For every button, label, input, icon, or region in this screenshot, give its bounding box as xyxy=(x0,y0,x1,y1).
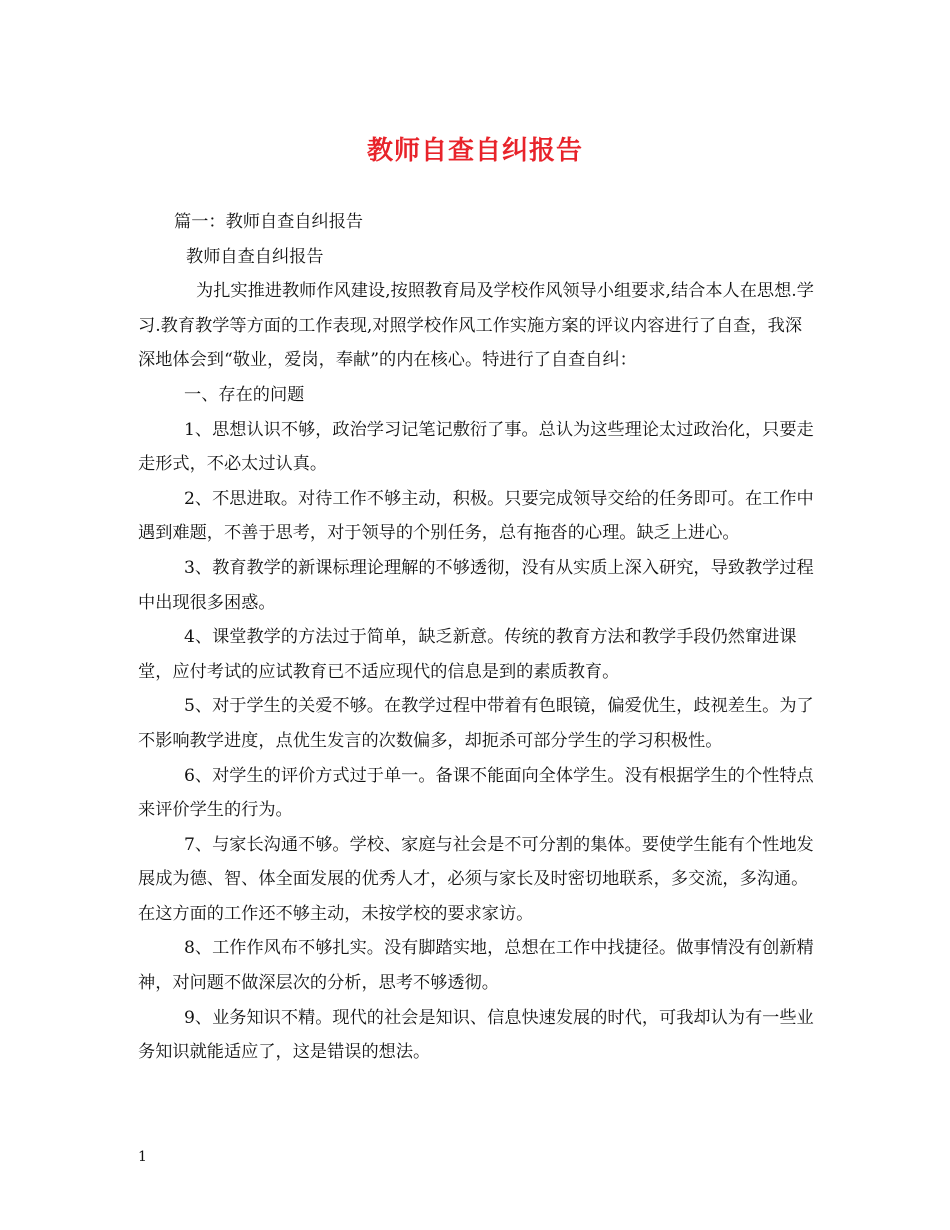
list-item: 4、课堂教学的方法过于简单，缺乏新意。传统的教育方法和教学手段仍然窜进课堂，应付考试的应试教育已不适应现代的信息是到的素质教育。 xyxy=(138,627,797,682)
list-item: 7、与家长沟通不够。学校、家庭与社会是不可分割的集体。要使学生能有个性地发展成为德、智、体全面发展的优秀人才，必须与家长及时密切地联系，多交流，多沟通。在这方面的工作还不够主动，未按学校的要求家访。 xyxy=(138,834,814,924)
list-item: 1、思想认识不够，政治学习记笔记敷衍了事。总认为这些理论太过政治化，只要走走形式，不必太过认真。 xyxy=(138,419,814,475)
document-title: 教师自查自纠报告 xyxy=(366,136,583,166)
list-item: 6、对学生的评价方式过于单一。备课不能面向全体学生。没有根据学生的个性特点来评价学生的行为。 xyxy=(138,765,814,821)
document-body xyxy=(138,205,818,1070)
page-number: 1 xyxy=(138,1149,147,1165)
section-heading: 篇一：教师自查自纠报告 xyxy=(174,212,364,232)
list-item: 5、对于学生的关爱不够。在教学过程中带着有色眼镜，偏爱优生，歧视差生。为了不影响教学进度，点优生发言的次数偏多，却扼杀可部分学生的学习积极性。 xyxy=(138,696,814,751)
part-heading: 一、存在的问题 xyxy=(184,384,305,405)
list-item: 2、不思进取。对待工作不够主动，积极。只要完成领导交给的任务即可。在工作中遇到难题，不善于思考，对于领导的个别任务，总有拖沓的心理。缺乏上进心。 xyxy=(138,488,814,544)
intro-paragraph: 为扎实推进教师作风建设,按照教育局及学校作风领导小组要求,结合本人在思想.学习.教育教学等方面的工作表现,对照学校作风工作实施方案的评议内容进行了自查，我深深地体会到“敬业，爱岗，奉献”的内在核心。特进行了自查自纠： xyxy=(138,281,814,371)
list-item: 8、工作作风布不够扎实。没有脚踏实地，总想在工作中找捷径。做事情没有创新精神，对问题不做深层次的分析，思考不够透彻。 xyxy=(138,938,814,994)
list-item: 3、教育教学的新课标理论理解的不够透彻，没有从实质上深入研究，导致教学过程中出现很多困惑。 xyxy=(138,557,814,613)
list-item: 9、业务知识不精。现代的社会是知识、信息快速发展的时代，可我却认为有一些业务知识就能适应了，这是错误的想法。 xyxy=(138,1007,814,1063)
sub-heading: 教师自查自纠报告 xyxy=(186,246,324,267)
